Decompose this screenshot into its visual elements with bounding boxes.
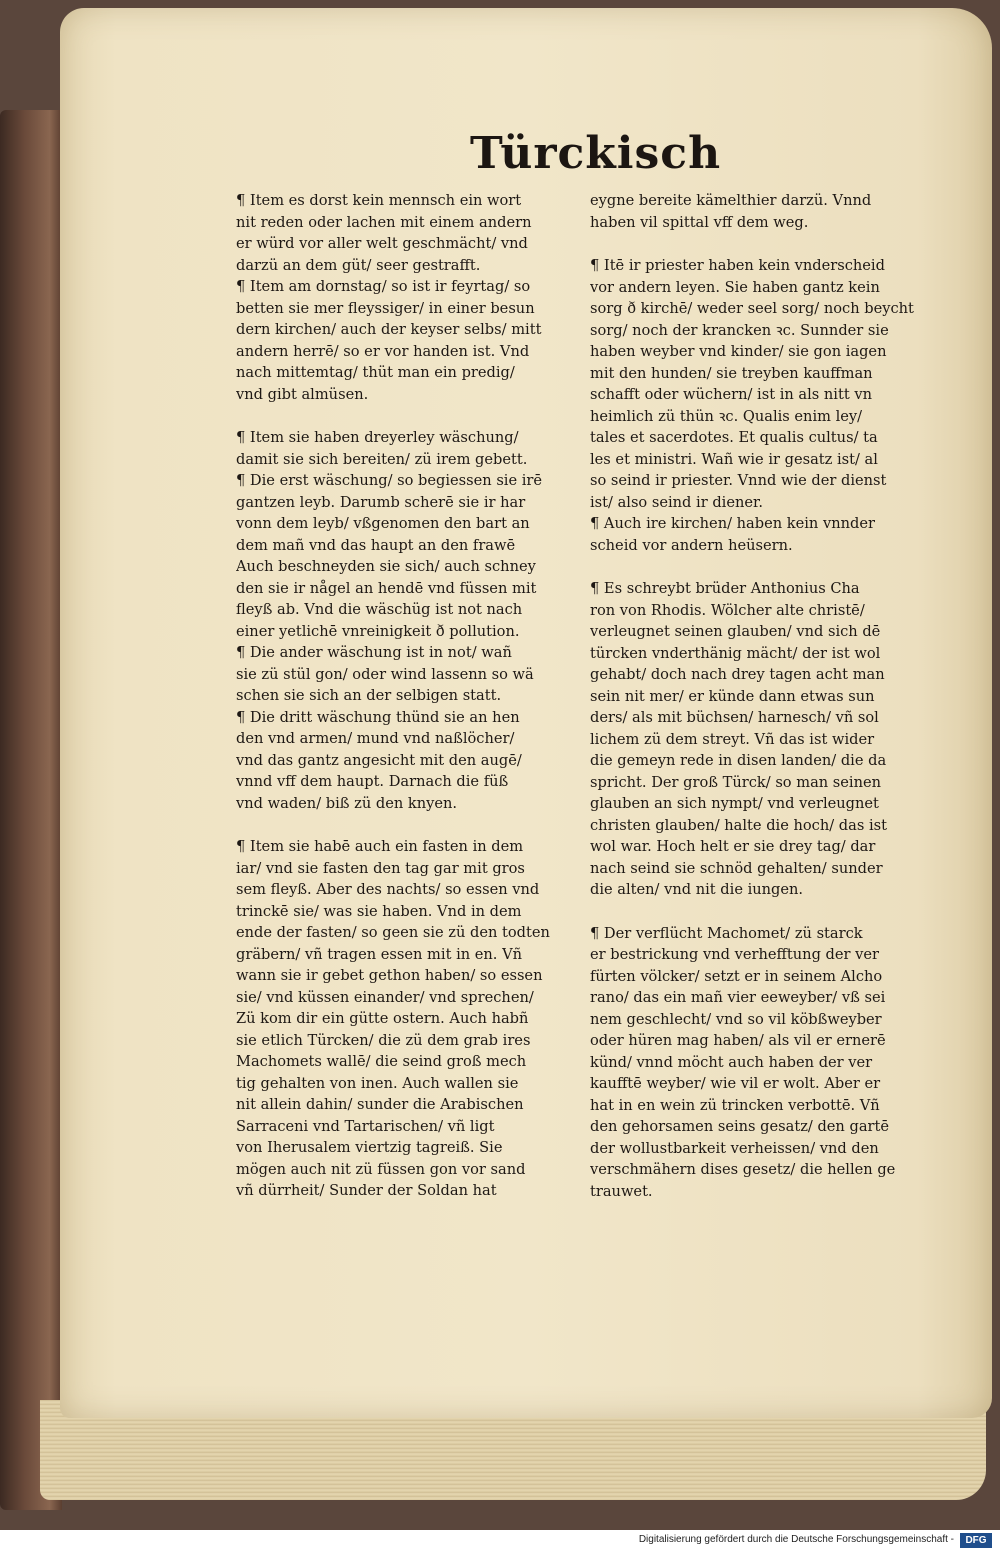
paragraph (236, 642, 576, 707)
text-line: gantzen leyb. Darumb scherē sie ir har (236, 493, 526, 511)
text-line: hat in en wein zü trincken verbottē. Vñ (590, 1096, 880, 1114)
paragraph (590, 578, 935, 901)
paragraph (590, 513, 935, 556)
text-line: die alten/ vnd nit die iungen. (590, 881, 804, 898)
text-line: wann sie ir gebet gethon haben/ so essen (236, 967, 543, 984)
page-heading: Türckisch (470, 128, 722, 179)
text-line: ¶ Item sie habē auch ein fasten in dem (236, 838, 524, 855)
text-line: sie/ vnd küssen einander/ vnd sprechen/ (236, 988, 534, 1006)
paragraph (236, 836, 576, 1202)
text-line: vnd waden/ biß zü den knyen. (236, 794, 458, 812)
text-line: haben weyber vnd kinder/ sie gon iagen (590, 343, 887, 360)
text-line: lichem zü dem streyt. Vñ das ist wider (590, 730, 875, 748)
text-line: oder hüren mag haben/ als vil er ernerē (590, 1032, 886, 1049)
text-line: ¶ Item es dorst kein mennsch ein wort (236, 192, 522, 209)
text-line: der wollustbarkeit verheissen/ vnd den (590, 1139, 879, 1157)
text-line: damit sie sich bereiten/ zü irem gebett. (236, 450, 528, 468)
text-line: vñ dürrheit/ Sunder der Soldan hat (236, 1182, 497, 1199)
text-line: betten sie mer fleyssiger/ in einer besun (236, 299, 535, 317)
paragraph (236, 427, 576, 470)
text-line: mit den hunden/ sie treyben kauffman (590, 364, 873, 382)
text-line: die gemeyn rede in disen landen/ die da (590, 752, 887, 769)
text-line: andern herrē/ so er vor handen ist. Vnd (236, 342, 530, 360)
text-line: ders/ als mit büchsen/ harnesch/ vñ sol (590, 709, 879, 726)
text-line: Auch beschneyden sie sich/ auch schney (236, 558, 536, 575)
footer-bar (0, 1530, 1000, 1553)
text-line: ¶ Der verflücht Machomet/ zü starck (590, 924, 863, 942)
text-line: nit reden oder lachen mit einem andern (236, 213, 532, 231)
paragraph (590, 923, 935, 1203)
text-line: er bestrickung vnd verhefftung der ver (590, 946, 880, 963)
text-line: den vnd armen/ mund vnd naßlöcher/ (236, 730, 515, 747)
dfg-logo[interactable]: DFG (960, 1533, 992, 1548)
text-line: ¶ Itē ir priester haben kein vnderscheid (590, 257, 885, 274)
text-line: sorg/ noch der krancken ꝛc. Sunnder sie (590, 321, 889, 339)
text-line: nach mittemtag/ thüt man ein predig/ (236, 364, 515, 381)
text-line: Sarraceni vnd Tartarischen/ vñ ligt (236, 1117, 495, 1135)
text-line: ¶ Die dritt wäschung thünd sie an hen (236, 708, 520, 726)
text-line: fürten völcker/ setzt er in seinem Alcho (590, 967, 883, 985)
text-line: ¶ Auch ire kirchen/ haben kein vnnder (590, 515, 875, 532)
paragraph (236, 190, 576, 276)
text-line: er würd vor aller welt geschmächt/ vnd (236, 235, 528, 252)
text-line: vonn dem leyb/ vßgenomen den bart an (236, 515, 530, 532)
text-line: den sie ir någel an hendē vnd füssen mit (236, 579, 537, 597)
text-line: mögen auch nit zü füssen gon vor sand (236, 1160, 526, 1178)
text-line: vnd gibt almüsen. (236, 385, 369, 403)
left-column (236, 190, 576, 1202)
text-line: sie zü stül gon/ oder wind lassenn so wä (236, 665, 534, 683)
footer-credit: Digitalisierung gefördert durch die Deutsche Forschungsgemeinschaft - (638, 1534, 954, 1545)
text-line: dem mañ vnd das haupt an den frawē (236, 536, 516, 554)
text-line: künd/ vnnd möcht auch haben der ver (590, 1053, 873, 1071)
text-line: gräbern/ vñ tragen essen mit in en. Vñ (236, 945, 523, 963)
text-line: ¶ Die ander wäschung ist in not/ wañ (236, 644, 512, 661)
text-line: ¶ Die erst wäschung/ so begiessen sie irē (236, 472, 543, 489)
text-line: tig gehalten von inen. Auch wallen sie (236, 1074, 519, 1092)
text-line: nem geschlecht/ vnd so vil köbßweyber (590, 1010, 882, 1028)
paragraph (590, 190, 935, 233)
text-line: christen glauben/ halte die hoch/ das ist (590, 816, 887, 834)
text-line: nit allein dahin/ sunder die Arabischen (236, 1096, 524, 1113)
book-cover-edge (0, 110, 62, 1510)
text-line: rano/ das ein mañ vier eeweyber/ vß sei (590, 989, 886, 1006)
text-line: sorg ð kirchē/ weder seel sorg/ noch beycht (590, 300, 914, 317)
text-line: dern kirchen/ auch der keyser selbs/ mitt (236, 321, 542, 338)
text-line: wol war. Hoch helt er sie drey tag/ dar (590, 838, 876, 855)
text-line: iar/ vnd sie fasten den tag gar mit gros (236, 859, 525, 877)
text-line: ist/ also seind ir diener. (590, 493, 764, 511)
text-line: ¶ Item am dornstag/ so ist ir feyrtag/ so (236, 278, 531, 295)
text-line: ende der fasten/ so geen sie zü den todten (236, 924, 550, 941)
text-line: trauwet. (590, 1182, 653, 1200)
text-line: ¶ Item sie haben dreyerley wäschung/ (236, 429, 519, 446)
paragraph (590, 255, 935, 513)
text-line: sein nit mer/ er künde dann etwas sun (590, 687, 875, 705)
text-line: vor andern leyen. Sie haben gantz kein (590, 278, 880, 296)
text-line: schen sie sich an der selbigen statt. (236, 687, 502, 704)
text-line: vnnd vff dem haupt. Darnach die füß (236, 773, 509, 790)
text-line: trinckē sie/ was sie haben. Vnd in dem (236, 902, 522, 920)
text-line: heimlich zü thün ꝛc. Qualis enim ley/ (590, 407, 863, 425)
text-line: nach seind sie schnöd gehalten/ sunder (590, 859, 883, 877)
text-line: schafft oder wüchern/ ist in als nitt vn (590, 386, 872, 403)
paragraph (236, 276, 576, 405)
text-line: glauben an sich nympt/ vnd verleugnet (590, 795, 879, 812)
text-line: so seind ir priester. Vnnd wie der dienst (590, 472, 887, 489)
text-line: vnd das gantz angesicht mit den augē/ (236, 751, 522, 769)
text-line: ron von Rhodis. Wölcher alte christē/ (590, 601, 865, 619)
text-line: haben vil spittal vff dem weg. (590, 213, 809, 231)
text-line: tales et sacerdotes. Et qualis cultus/ ta (590, 429, 878, 446)
paragraph (236, 470, 576, 642)
text-line: sie etlich Türcken/ die zü dem grab ires (236, 1031, 531, 1049)
text-line: kaufftē weyber/ wie vil er wolt. Aber er (590, 1075, 881, 1092)
text-line: von Iherusalem viertzig tagreiß. Sie (236, 1139, 503, 1156)
text-line: verschmähern dises gesetz/ die hellen ge (590, 1161, 896, 1178)
text-line: Machomets wallē/ die seind groß mech (236, 1053, 527, 1070)
text-line: gehabt/ doch nach drey tagen acht man (590, 666, 885, 683)
text-line: ¶ Es schreybt brüder Anthonius Cha (590, 580, 860, 597)
text-line: les et ministri. Wañ wie ir gesatz ist/ al (590, 450, 878, 468)
text-line: türcken vnderthänig mächt/ der ist wol (590, 644, 881, 662)
text-line: einer yetlichē vnreinigkeit ð pollution. (236, 622, 520, 640)
text-line: eygne bereite kämelthier darzü. Vnnd (590, 192, 872, 209)
text-line: fleyß ab. Vnd die wäschüg ist not nach (236, 601, 523, 618)
paragraph (236, 707, 576, 815)
text-line: Zü kom dir ein gütte ostern. Auch habñ (236, 1010, 529, 1027)
right-column (590, 190, 935, 1202)
text-line: sem fleyß. Aber des nachts/ so essen vnd (236, 881, 540, 898)
text-line: darzü an dem güt/ seer gestrafft. (236, 256, 481, 274)
text-line: scheid vor andern heüsern. (590, 536, 793, 554)
text-line: spricht. Der groß Türck/ so man seinen (590, 773, 882, 791)
text-line: den gehorsamen seins gesatz/ den gartē (590, 1118, 889, 1135)
text-line: verleugnet seinen glauben/ vnd sich dē (590, 623, 881, 640)
